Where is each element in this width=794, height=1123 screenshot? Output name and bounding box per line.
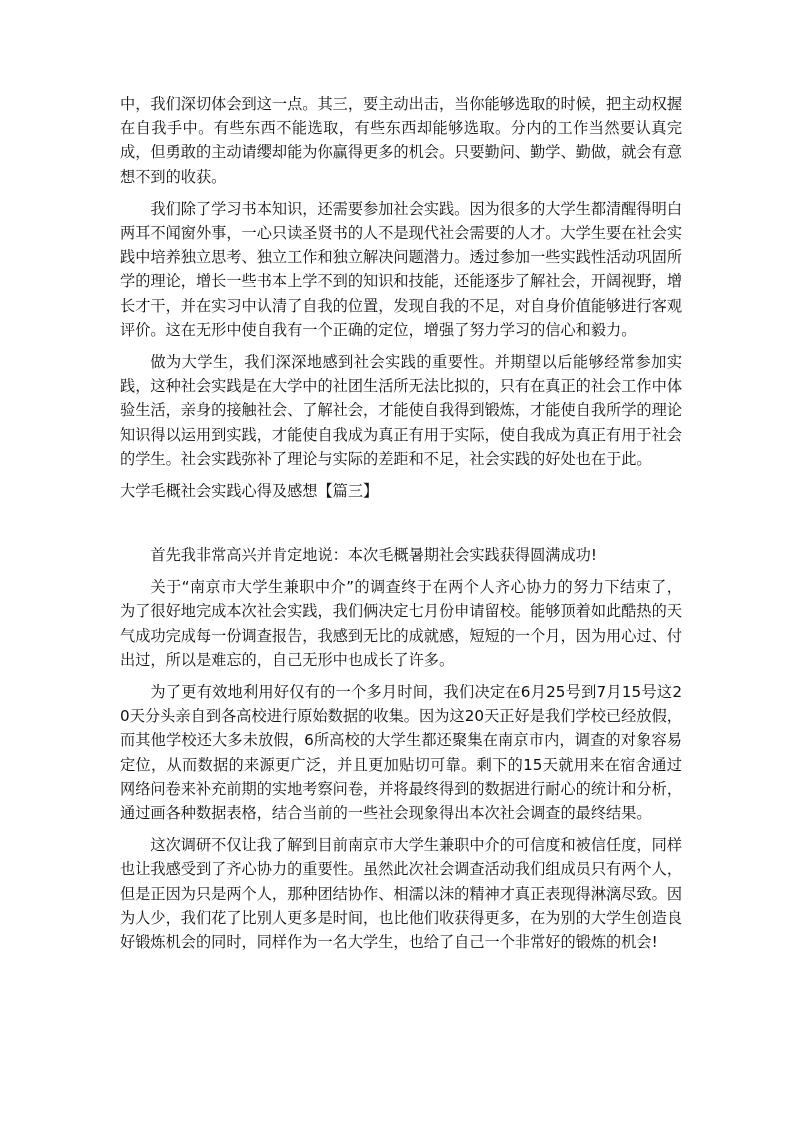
document-page xyxy=(120,92,682,954)
paragraph-7: 这次调研不仅让我了解到目前南京市大学生兼职中介的可信度和被信任度，同样也让我感受到了齐心协力的重要性。虽然此次社会调查活动我们组成员只有两个人，但是正因为只是两个人，那种团结协作、相濡以沫的精神才真正表现得淋漓尽致。因为人少，我们花了比别人更多是时间，也比他们收获得更多，在为别的大学生创造良好锻炼机会的同时，同样作为一名大学生，也给了自己一个非常好的锻炼的机会! xyxy=(120,836,682,952)
paragraph-3: 做为大学生，我们深深地感到社会实践的重要性。并期望以后能够经常参加实践，这种社会实践是在大学中的社团生活所无法比拟的，只有在真正的社会工作中体验生活，亲身的接触社会、了解社会，才能使自我得到锻炼，才能使自我所学的理论知识得以运用到实践，才能使自我成为真正有用于实际，使自我成为真正有用于社会的学生。社会实践弥补了理论与实际的差距和不足，社会实践的好处也在于此。 xyxy=(120,353,682,468)
paragraph-1: 中，我们深切体会到这一点。其三，要主动出击，当你能够选取的时候，把主动权握在自我手中。有些东西不能选取，有些东西却能够选取。分内的工作当然要认真完成，但勇敢的主动请缨却能为你赢得更多的机会。只要勤问、勤学、勤做，就会有意想不到的收获。 xyxy=(120,95,682,186)
paragraph-2: 我们除了学习书本知识，还需要参加社会实践。因为很多的大学生都清醒得明白两耳不闻窗外事，一心只读圣贤书的人不是现代社会需要的人才。大学生要在社会实践中培养独立思考、独立工作和独立解决问题潜力。透过参加一些实践性活动巩固所学的理论，增长一些书本上学不到的知识和技能，还能逐步了解社会，开阔视野，增长才干，并在实习中认清了自我的位置，发现自我的不足，对自身价值能够进行客观评价。这在无形中使自我有一个正确的定位，增强了努力学习的信心和毅力。 xyxy=(120,199,682,339)
paragraph-4: 首先我非常高兴并肯定地说：本次毛概暑期社会实践获得圆满成功! xyxy=(150,546,597,565)
paragraph-5: 关于“南京市大学生兼职中介”的调查终于在两个人齐心协力的努力下结束了，为了很好地完成本次社会实践，我们俩决定七月份申请留校。能够顶着如此酷热的天气成功完成每一份调查报告，我感到无比的成就感，短短的一个月，因为用心过、付出过，所以是难忘的，自己无形中也成长了许多。 xyxy=(120,578,682,669)
paragraph-6: 为了更有效地利用好仅有的一个多月时间，我们决定在6月25号到7月15号这20天分头亲自到各高校进行原始数据的收集。因为这20天正好是我们学校已经放假，而其他学校还大多未放假，6所高校的大学生都还聚集在南京市内，调查的对象容易定位，从而数据的来源更广泛，并且更加贴切可靠。剩下的15天就用来在宿舍通过网络问卷来补充前期的实地考察问卷，并将最终得到的数据进行耐心的统计和分析，通过画各种数据表格，结合当前的一些社会现象得出本次社会调查的最终结果。 xyxy=(120,683,682,823)
section-heading: 大学毛概社会实践心得及感想【篇三】 xyxy=(120,482,379,501)
